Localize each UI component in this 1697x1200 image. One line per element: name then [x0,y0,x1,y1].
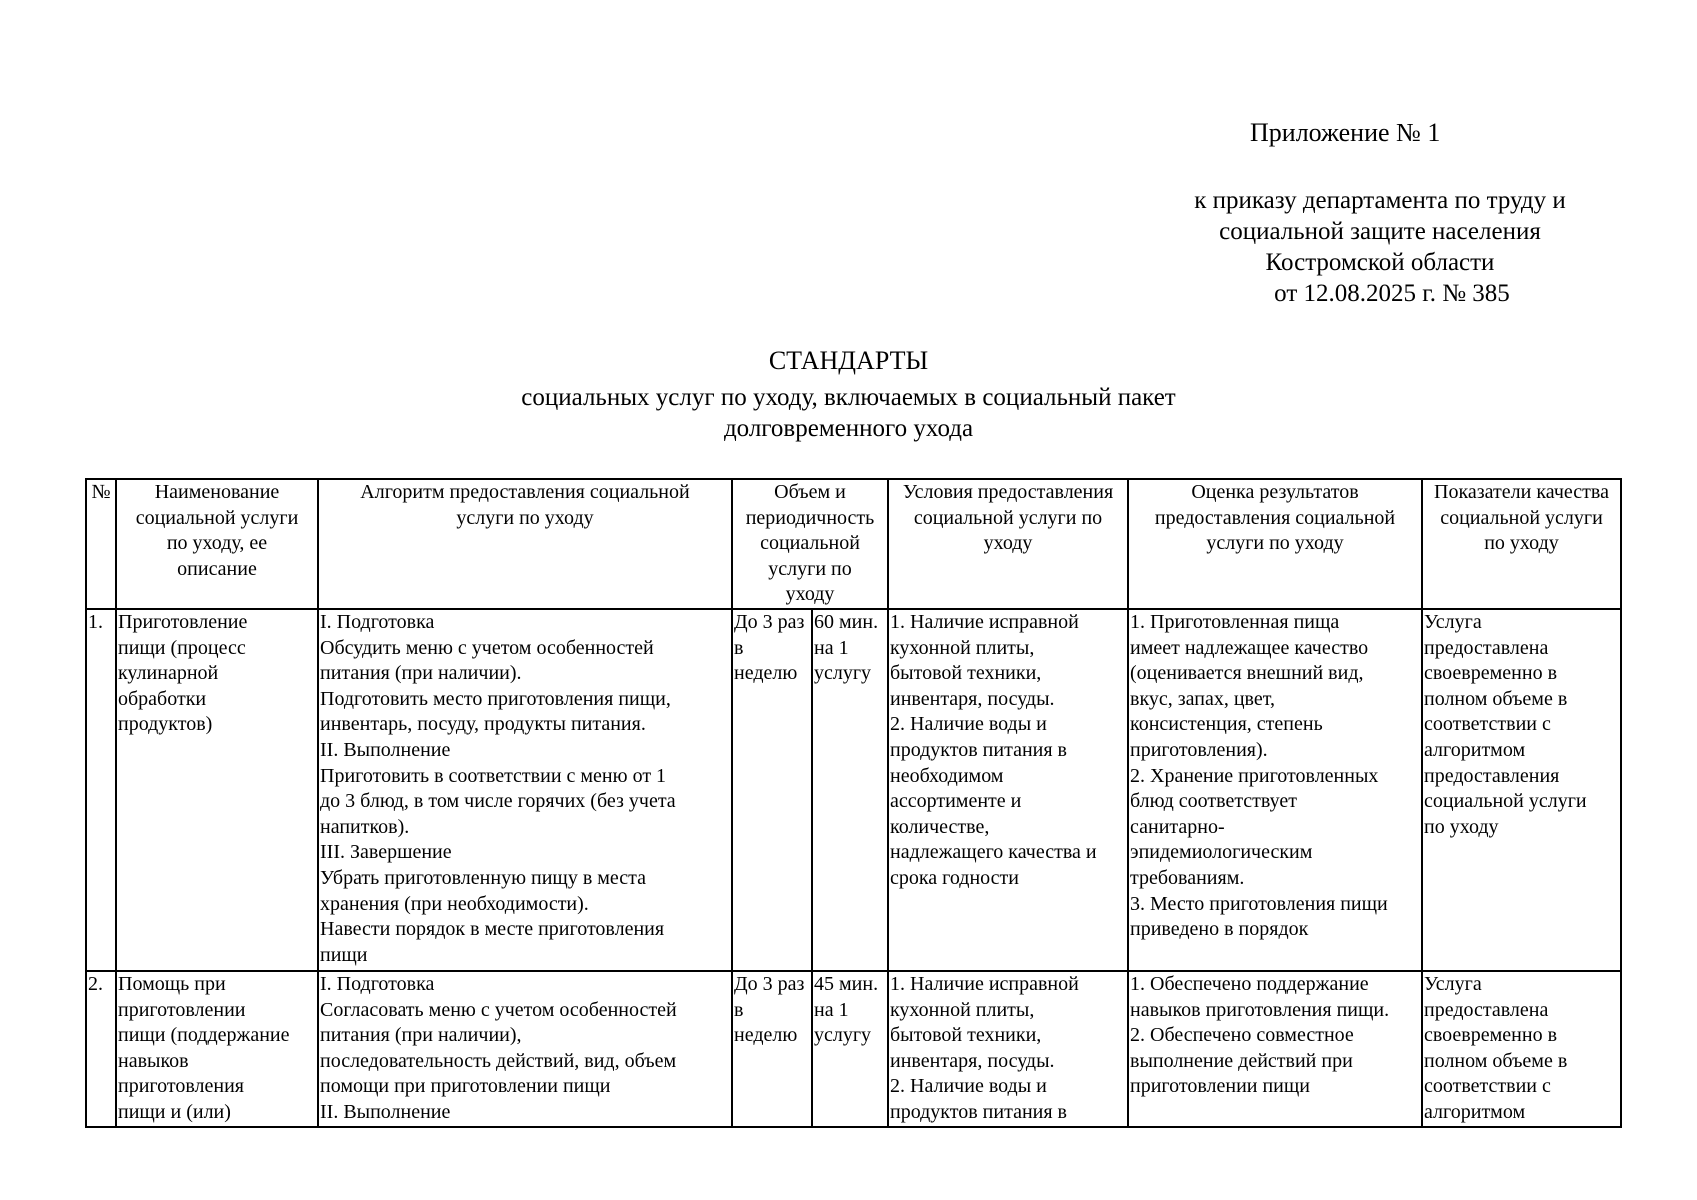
cell-line: (оценивается внешний вид, [1130,662,1364,685]
cell-line: по уходу [1484,532,1559,555]
cell-line: питания (при наличии), [320,1024,522,1047]
header-conditions [888,479,1128,609]
cell-line: выполнение действий при [1130,1049,1353,1072]
cell-line: санитарно- [1130,815,1225,838]
document-title: СТАНДАРТЫ [768,346,929,375]
cell-line: 1. Наличие исправной [890,611,1079,633]
cell-line: Приготовить в соответствии с меню от 1 [320,764,667,787]
cell-line: социальной услуги [135,506,299,529]
subtitle-line: социальных услуг по уходу, включаемых в социальный пакет [521,384,1176,411]
cell-line: продуктов питания в [890,738,1067,761]
cell-line: Обсудить меню с учетом особенностей [320,636,654,659]
cell-line: Услуга [1424,611,1482,633]
cell-line: Оценка результатов [1191,481,1359,503]
cell-line: пищи [320,943,368,966]
cell-line: II. Выполнение [320,1100,451,1123]
cell-line: предоставлена [1424,636,1549,659]
cell-line: навыков приготовления пищи. [1130,998,1390,1021]
order-ref-line: Костромской области [1265,249,1495,276]
cell-line: услуги по уходу [456,506,594,529]
cell-line: 2. Наличие воды и [890,713,1047,736]
cell-line: необходимом [890,764,1004,787]
cell-line: 1. Наличие исправной [890,973,1079,995]
cell-line: полном объеме в [1424,687,1568,710]
cell-line: 60 мин. [814,611,879,633]
cell-line: инвентаря, посуды. [890,687,1055,710]
row-service-name [116,971,318,1127]
cell-line: требованиям. [1130,866,1245,889]
header-evaluation [1128,479,1422,609]
cell-line: 1. Приготовленная пища [1130,611,1340,633]
cell-line: пищи (поддержание [118,1024,290,1047]
cell-line: социальной услуги [1440,506,1603,529]
cell-line: своевременно в [1424,1024,1558,1047]
cell-line: Условия предоставления [902,481,1114,503]
cell-line: приготовления). [1130,738,1268,761]
cell-line: 2. Наличие воды и [890,1075,1047,1098]
cell-line: кулинарной [118,662,219,685]
row-quality [1422,971,1621,1127]
cell-line: до 3 блюд, в том числе горячих (без учета [320,790,676,813]
cell-line: продуктов питания в [890,1100,1067,1123]
cell-line: 2. Хранение приготовленных [1130,764,1379,787]
row-conditions [888,971,1128,1127]
row-frequency [732,609,812,971]
cell-line: неделю [734,1024,798,1047]
cell-line: услугу [814,1024,872,1047]
cell-line: До 3 раз [734,973,805,995]
cell-line: алгоритмом [1424,1100,1526,1123]
cell-line: полном объеме в [1424,1049,1568,1072]
cell-line: 3. Место приготовления пищи [1130,892,1388,915]
row-service-name [116,609,318,971]
cell-line: блюд соответствует [1130,790,1298,813]
cell-line: своевременно в [1424,662,1558,685]
table-header-row [86,479,1621,609]
cell-line: социальной услуги по [913,506,1103,529]
cell-line: кухонной плиты, [890,636,1035,659]
cell-line: ассортименте и [890,790,1022,813]
cell-line: приведено в порядок [1130,918,1309,941]
cell-line: напитков). [320,815,410,838]
cell-line: пищи (процесс [118,636,246,659]
cell-line: 45 мин. [814,973,879,995]
cell-line: I. Подготовка [320,611,435,633]
cell-line: описание [177,557,257,580]
cell-line: Приготовление [118,611,248,633]
cell-line: в [734,636,744,659]
cell-line: приготовлении пищи [1130,1075,1310,1098]
cell-line: хранения (при необходимости). [320,892,589,915]
cell-line: предоставлена [1424,998,1549,1021]
cell-line: бытовой техники, [890,662,1042,685]
order-reference [1150,185,1610,309]
cell-line: срока годности [890,866,1019,889]
cell-line: услуги по [768,557,852,580]
row-volume [812,971,888,1127]
header-service-name [116,479,318,609]
cell-line: периодичность [745,506,875,529]
cell-line: III. Завершение [320,841,452,864]
cell-line: бытовой техники, [890,1024,1042,1047]
cell-line: предоставления [1424,764,1560,787]
header-quality [1422,479,1621,609]
cell-line: Навести порядок в месте приготовления [320,918,665,941]
cell-line: Подготовить место приготовления пищи, [320,687,671,710]
table-row [86,609,1621,971]
header-volume-frequency [732,479,888,609]
cell-line: неделю [734,662,798,685]
row-volume [812,609,888,971]
cell-line: предоставления социальной [1154,506,1396,529]
cell-line: 1. Обеспечено поддержание [1130,973,1369,995]
cell-line: соответствии с [1424,1075,1551,1098]
cell-line: приготовления [118,1075,244,1098]
cell-line: на 1 [814,998,849,1021]
cell-line: Услуга [1424,973,1482,995]
cell-line: питания (при наличии). [320,662,522,685]
cell-line: вкус, запах, цвет, [1130,687,1275,710]
cell-line: навыков [118,1049,189,1072]
cell-line: консистенция, степень [1130,713,1323,736]
cell-line: продуктов) [118,713,213,736]
standards-table [85,478,1622,1128]
cell-line: услугу [814,662,872,685]
row-number: 1. [86,609,116,971]
cell-line: II. Выполнение [320,738,451,761]
subtitle-line: долговременного ухода [723,415,974,442]
cell-line: Наименование [154,481,280,503]
cell-line: уходу [785,583,835,606]
cell-line: социальной услуги [1424,790,1587,813]
document-subtitle [0,382,1697,444]
cell-line: Помощь при [118,973,226,995]
appendix-label: Приложение № 1 [1250,118,1441,147]
cell-line: кухонной плиты, [890,998,1035,1021]
cell-line: уходу [983,532,1033,555]
cell-line: Алгоритм предоставления социальной [360,481,690,503]
cell-line: Объем и [774,481,846,503]
cell-line: соответствии с [1424,713,1551,736]
cell-line: по уходу [1424,815,1499,838]
cell-line: по уходу, ее [166,532,268,555]
row-evaluation [1128,609,1422,971]
cell-line: Согласовать меню с учетом особенностей [320,998,677,1021]
row-algorithm [318,971,732,1127]
cell-line: I. Подготовка [320,973,435,995]
order-ref-line: социальной защите населения [1219,218,1541,245]
cell-line: Показатели качества [1434,481,1609,503]
cell-line: услуги по уходу [1206,532,1344,555]
row-algorithm [318,609,732,971]
cell-line: на 1 [814,636,849,659]
cell-line: помощи при приготовлении пищи [320,1075,611,1098]
header-number [86,479,116,609]
cell-line: имеет надлежащее качество [1130,636,1369,659]
cell-line: обработки [118,687,207,710]
cell-line: пищи и (или) [118,1100,231,1123]
table-row [86,971,1621,1127]
order-ref-line: к приказу департамента по труду и [1194,187,1566,214]
cell-line: № [91,481,111,503]
cell-line: последовательность действий, вид, объем [320,1049,677,1072]
row-evaluation [1128,971,1422,1127]
cell-line: Убрать приготовленную пищу в места [320,866,647,889]
row-number: 2. [86,971,116,1127]
row-conditions [888,609,1128,971]
cell-line: эпидемиологическим [1130,841,1313,864]
cell-line: надлежащего качества и [890,841,1097,864]
cell-line: социальной [760,532,860,555]
cell-line: До 3 раз [734,611,805,633]
cell-line: количестве, [890,815,990,838]
cell-line: инвентарь, посуду, продукты питания. [320,713,646,736]
row-frequency [732,971,812,1127]
cell-line: 2. Обеспечено совместное [1130,1024,1354,1047]
cell-line: алгоритмом [1424,738,1526,761]
row-quality [1422,609,1621,971]
cell-line: приготовлении [118,998,246,1021]
order-ref-line: от 12.08.2025 г. № 385 [1274,280,1510,307]
cell-line: в [734,998,744,1021]
cell-line: инвентаря, посуды. [890,1049,1055,1072]
header-algorithm [318,479,732,609]
